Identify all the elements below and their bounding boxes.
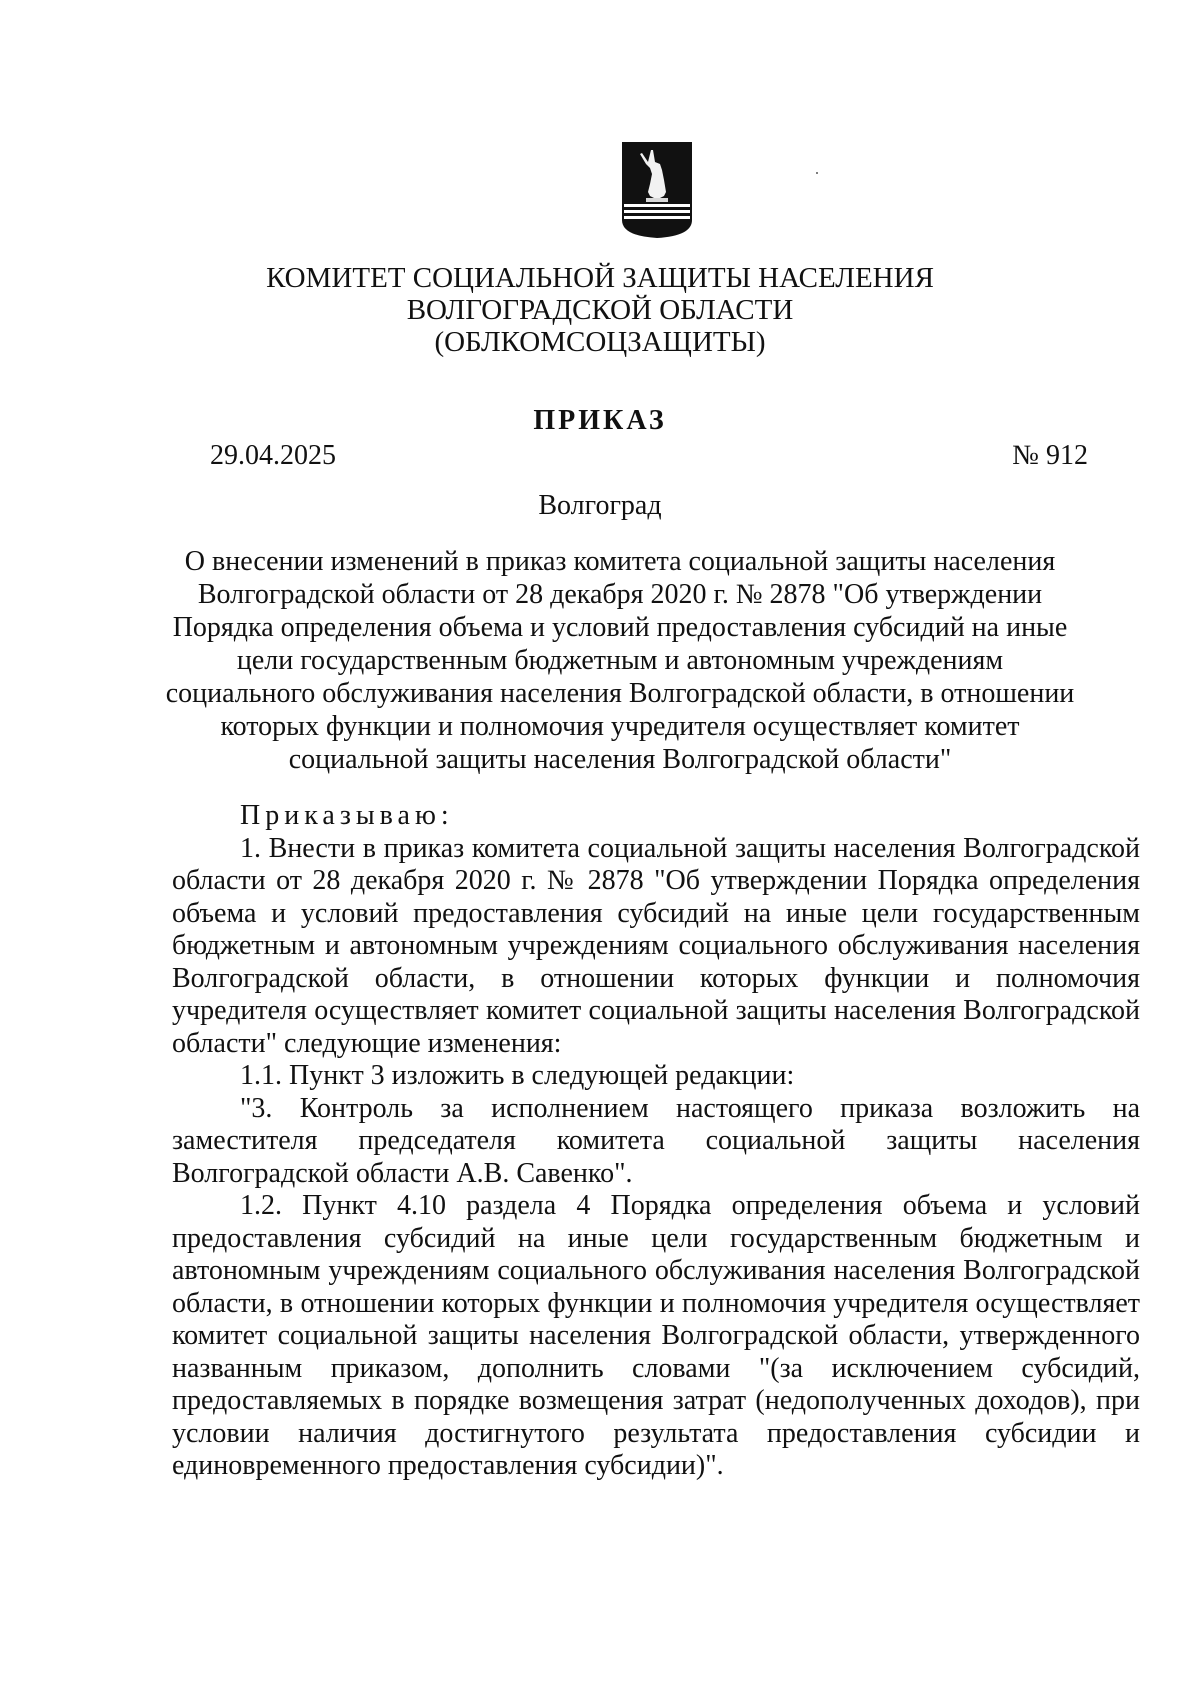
paragraph-1: 1. Внести в приказ комитета социальной защиты населения Волгоградской области от 28 декабря 2020 г. № 2878 "Об утверждении Порядка определения объема и условий предоставления субсидий на иные цели государственным бюджетным и автономным учреждениям социального обслуживания населения Волгоградской области, в отношении которых функции и полномочия учредителя осуществляет комитет социальной защиты населения Волгоградской области" следующие изменения: [172,832,1140,1059]
document-date: 29.04.2025 [210,440,336,471]
document-body [172,800,1140,1483]
order-word: Приказываю: [240,800,454,831]
issuer-name-line-2: ВОЛГОГРАДСКОЙ ОБЛАСТИ [406,294,794,326]
document-title: ПРИКАЗ [533,405,667,436]
document-subject: О внесении изменений в приказ комитета социальной защиты населения Волгоградской области от 28 декабря 2020 г. № 2878 "Об утверждении Порядка определения объема и условий предоставления субсидий на иные цели государственным бюджетным и автономным учреждениям социального обслуживания населения Волгоградской области, в отношении которых функции и полномочия учредителя осуществляет комитет социальной защиты населения Волгоградской области" [165,546,1075,775]
paragraph-1-1-text: "3. Контроль за исполнением настоящего приказа возложить на заместителя председателя комитета социальной защиты населения Волгоградской области А.В. Савенко". [172,1092,1140,1189]
paragraph-1-1: 1.1. Пункт 3 изложить в следующей редакции: [240,1060,795,1091]
issuer-name-line-1: КОМИТЕТ СОЦИАЛЬНОЙ ЗАЩИТЫ НАСЕЛЕНИЯ [266,262,934,294]
document-city: Волгоград [538,490,662,521]
issuer-header [200,262,1000,358]
issuer-name-line-3: (ОБЛКОМСОЦЗАЩИТЫ) [434,326,766,358]
document-number: № 912 [1012,440,1088,471]
paragraph-1-2: 1.2. Пункт 4.10 раздела 4 Порядка определения объема и условий предоставления субсидий на иные цели государственным бюджетным и автономным учреждениям социального обслуживания населения Волгоградской области, в отношении которых функции и полномочия учредителя осуществляет комитет социальной защиты населения Волгоградской области, утвержденного названным приказом, дополнить словами "(за исключением субсидий, предоставляемых в порядке возмещения затрат (недополученных доходов), при условии наличия достигнутого результата предоставления субсидии и единовременного предоставления субсидии)". [172,1190,1140,1481]
scan-speck [816,172,818,174]
coat-of-arms-icon [620,140,694,240]
